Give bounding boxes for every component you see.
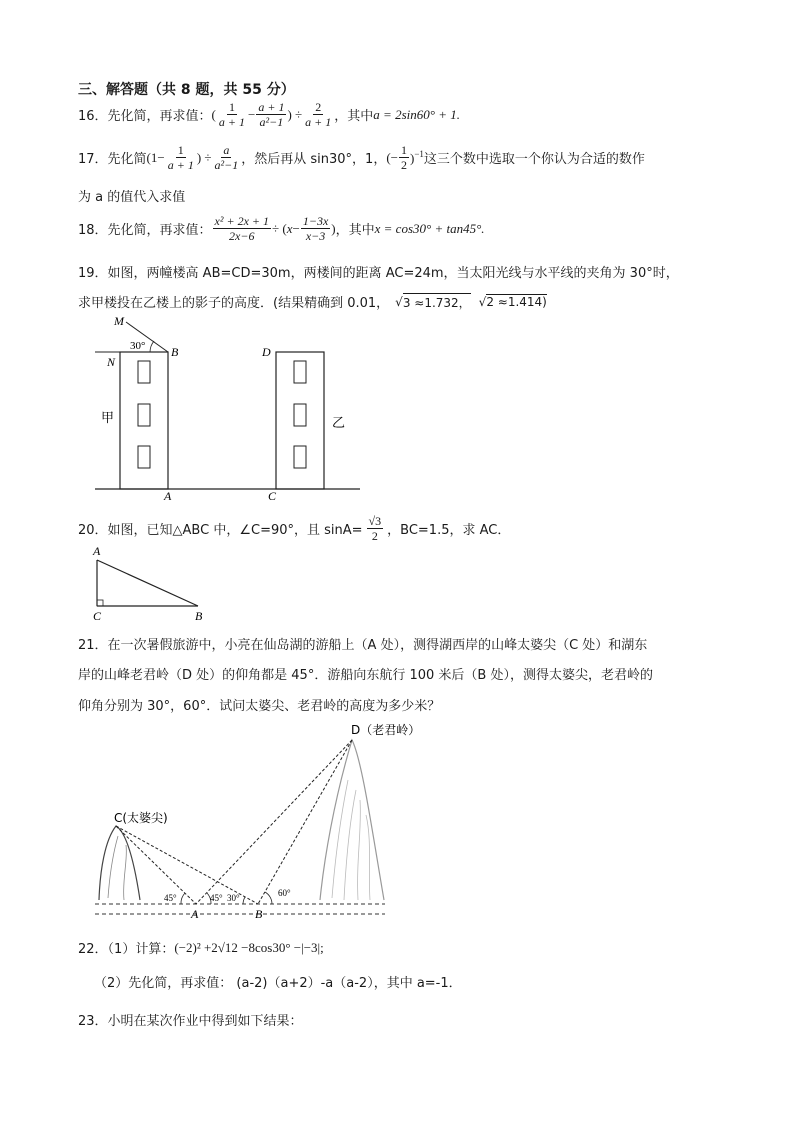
arc-45-left bbox=[181, 893, 185, 904]
q22-part1-label: 22．（1）计算： bbox=[78, 942, 175, 957]
label-c: C bbox=[268, 489, 277, 503]
q20-label-c: C bbox=[93, 609, 102, 623]
q16-frac2: $\frac{a + 1}{\text{a²−1}}$ bbox=[258, 100, 285, 129]
mountain-c bbox=[99, 826, 140, 900]
window bbox=[294, 404, 306, 426]
q20-label-b: B bbox=[195, 609, 203, 623]
q16-prefix: 16．先化简，再求值： bbox=[78, 109, 212, 124]
q17-frac3: $\frac{1}{2}$ bbox=[401, 143, 407, 172]
q17-prefix: 17．先化简 bbox=[78, 152, 147, 167]
label-a: A bbox=[164, 489, 172, 503]
window bbox=[138, 446, 150, 468]
q17-frac2: $\frac{a}{\text{a²−1}}$ bbox=[214, 143, 239, 172]
q17-mid: ，然后再从 sin30°，1， bbox=[241, 152, 387, 167]
question-20 bbox=[78, 514, 510, 543]
window bbox=[294, 446, 306, 468]
window bbox=[138, 361, 150, 383]
q16-frac1: $\frac{1}{a + 1}$ bbox=[218, 100, 245, 129]
label-m: M bbox=[114, 314, 124, 328]
triangle-side-ab bbox=[97, 560, 198, 606]
label-60: 60° bbox=[278, 888, 291, 898]
label-yi: 乙 bbox=[332, 416, 346, 431]
window bbox=[294, 361, 306, 383]
q16-suffix: ，其中 bbox=[334, 109, 374, 124]
q18-prefix: 18．先化简，再求值： bbox=[78, 223, 212, 238]
q20-frac: $\frac{√3}{2}$ bbox=[368, 514, 382, 543]
question-22-part2: （2）先化简，再求值： (a-2)（a+2）-a（a-2），其中 a=-1． bbox=[94, 976, 462, 991]
sight-b-d bbox=[258, 740, 352, 904]
mountain-c-shading bbox=[108, 836, 126, 900]
q20-label-a: A bbox=[93, 544, 101, 558]
label-b: B bbox=[171, 345, 179, 359]
question-16: 16．先化简，再求值： ( $\frac{1}{a + 1}$ − $\frac{a + 1}{\text{a²−1}}$ ) ÷ $\frac{2}{a + 1}$ ，其中 a = 2sin60° + 1. bbox=[78, 100, 460, 129]
q18-frac2: $\frac{1-3x}{x-3}$ bbox=[302, 214, 329, 243]
q21-line3: 仰角分别为 30°，60°．试问太婆尖、老君岭的高度为多少米？ bbox=[78, 699, 441, 714]
label-n: N bbox=[107, 355, 116, 369]
sight-a-c bbox=[116, 826, 196, 904]
label-d: D bbox=[262, 345, 271, 359]
label-30: 30° bbox=[227, 893, 240, 903]
label-jia: 甲 bbox=[101, 411, 115, 426]
q16-condition: a = 2sin60° + 1. bbox=[373, 106, 460, 122]
q17-tail: 这三个数中选取一个你认为合适的数作 bbox=[423, 152, 645, 167]
label-45-left: 45° bbox=[164, 893, 177, 903]
window bbox=[138, 404, 150, 426]
label-45-right: 45° bbox=[210, 893, 223, 903]
arc-60 bbox=[265, 892, 272, 904]
question-18: 18．先化简，再求值： $\frac{\text{x² + 2x + 1}}{2x-6}$ ÷ ( x − $\frac{1-3x}{x-3}$ ) ，其中 x = cos30° + tan45°. bbox=[78, 214, 485, 243]
right-angle-mark bbox=[97, 600, 103, 606]
question-17: 17．先化简 (1− $\frac{1}{a + 1}$ ) ÷ $\frac{a}{\text{a²−1}}$ ，然后再从 sin30°，1， (− $\frac{1}{2}$ )$^{-1}$ 这三个数中选取一个你认为合适的数作 bbox=[78, 143, 645, 172]
q21-line1: 21．在一次暑假旅游中，小亮在仙岛湖的游船上（A 处），测得湖西岸的山峰太婆尖（C 处）和湖东 bbox=[78, 638, 648, 653]
label-angle-30: 30° bbox=[130, 340, 146, 352]
q18-suffix: ，其中 bbox=[335, 223, 375, 238]
q19-line2-row: 求甲楼投在乙楼上的影子的高度．(结果精确到 0.01， √ 3 ≈1.732， √ 2 ≈1.414) bbox=[78, 292, 547, 311]
sight-a-d bbox=[196, 740, 352, 904]
q20-tail: ，BC=1.5，求 AC． bbox=[387, 523, 511, 538]
question-22-part1 bbox=[78, 938, 324, 957]
q18-frac1: $\frac{\text{x² + 2x + 1}}{2x-6}$ bbox=[214, 214, 269, 243]
angle-arc bbox=[150, 341, 154, 352]
q19-approx1: 3 ≈1.732， bbox=[403, 293, 471, 311]
q17-line2: 为 a 的值代入求值 bbox=[78, 190, 186, 205]
q21-label-d: D（老君岭） bbox=[351, 723, 421, 737]
mountain-d-shading bbox=[332, 780, 370, 900]
q19-approx2: 2 ≈1.414) bbox=[486, 295, 547, 309]
arc-30 bbox=[243, 897, 245, 904]
q21-label-c: C(太婆尖) bbox=[114, 811, 168, 825]
q19-line2: 求甲楼投在乙楼上的影子的高度．(结果精确到 0.01， bbox=[78, 296, 390, 311]
q22-part1-expr: (−2)² +2√12 −8cos30° −|−3|; bbox=[174, 939, 324, 955]
q19-line1: 19．如图，两幢楼高 AB=CD=30m，两楼间的距离 AC=24m，当太阳光线与水平线的夹角为 30°时， bbox=[78, 266, 679, 281]
q21-label-b: B bbox=[255, 907, 263, 921]
q18-condition: x = cos30° + tan45°. bbox=[374, 220, 485, 236]
section-heading: 三、解答题（共 8 题，共 55 分） bbox=[78, 82, 295, 98]
q16-frac3: $\frac{2}{a + 1}$ bbox=[305, 100, 332, 129]
q21-line2: 岸的山峰老君岭（D 处）的仰角都是 45°．游船向东航行 100 米后（B 处），测得太婆尖，老君岭的 bbox=[78, 668, 653, 683]
q17-frac1: $\frac{1}{a + 1}$ bbox=[167, 143, 194, 172]
q20-text: 20．如图，已知△ABC 中，∠C=90°，且 sinA= bbox=[78, 523, 363, 538]
q21-label-a: A bbox=[191, 907, 199, 921]
question-23: 23．小明在某次作业中得到如下结果： bbox=[78, 1014, 303, 1029]
